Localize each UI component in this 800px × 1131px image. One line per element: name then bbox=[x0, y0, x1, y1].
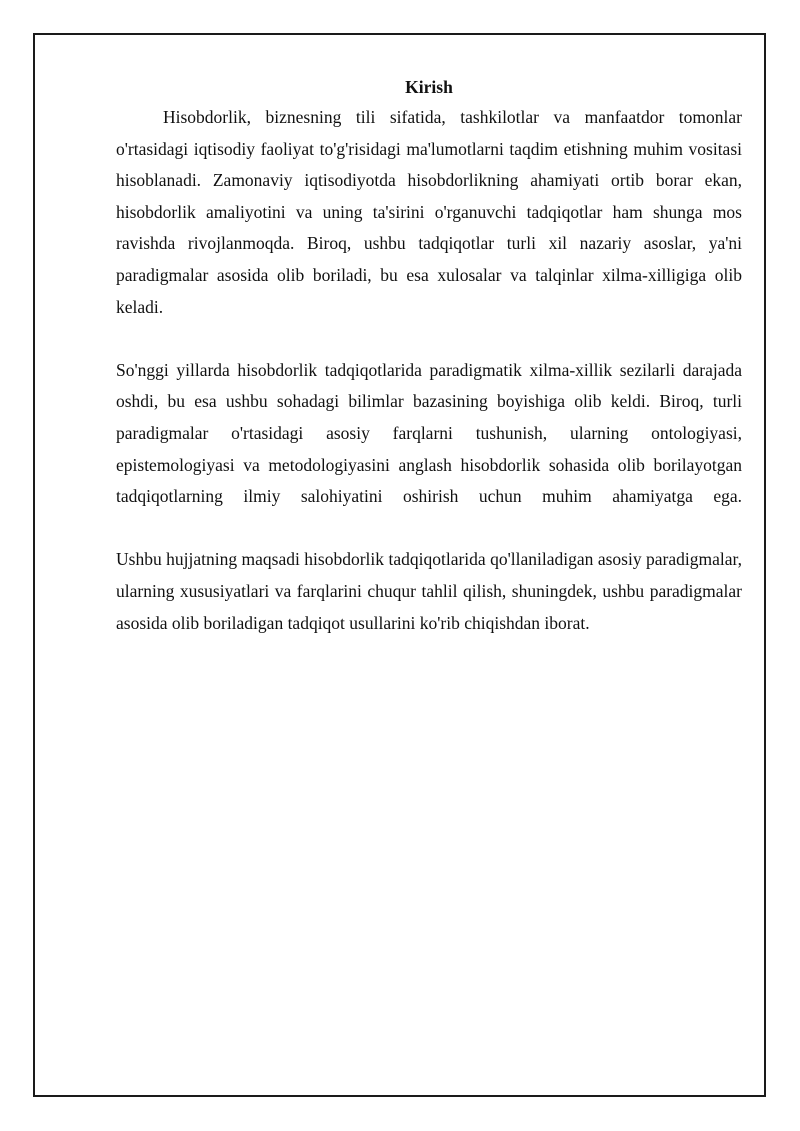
page-title: Kirish bbox=[405, 77, 453, 97]
paragraph-paradigm-diversity: So'nggi yillarda hisobdorlik tadqiqotlarida paradigmatik xilma-xillik sezilarli darajada oshdi, bu esa ushbu sohadagi bilimlar bazasining boyishiga olib keldi. Biroq, turli paradigmalar o'rtasidagi asosiy farqlarni tushunish, ularning ontologiyasi, epistemologiyasi va metodologiyasini anglash hisobdorlik sohasida olib borilayotgan tadqiqotlarning ilmiy salohiyatini oshirish uchun muhim ahamiyatga ega. bbox=[116, 359, 742, 507]
paragraph-intro: Hisobdorlik, biznesning tili sifatida, tashkilotlar va manfaatdor tomonlar o'rtasidagi iqtisodiy faoliyat to'g'risidagi ma'lumotlarni taqdim etishning muhim vositasi hisoblanadi. Zamonaviy iqtisodiyotda hisobdorlikning ahamiyati ortib borar ekan, hisobdorlik amaliyotini va uning ta'sirini o'rganuvchi tadqiqotlar ham shunga mos ravishda rivojlanmoqda. Biroq, ushbu tadqiqotlar turli xil nazariy asoslar, ya'ni paradigmalar asosida olib boriladi, bu esa xulosalar va talqinlar xilma-xilligiga olib keladi. bbox=[116, 107, 742, 317]
paragraph-spacer bbox=[116, 323, 742, 355]
paragraph-spacer bbox=[116, 513, 742, 545]
paragraph-purpose: Ushbu hujjatning maqsadi hisobdorlik tadqiqotlarida qo'llaniladigan asosiy paradigmalar, ularning xususiyatlari va farqlarini chuqur tahlil qilish, shuningdek, ushbu paradigmalar asosida olib boriladigan tadqiqot usullarini ko'rib chiqishdan iborat. bbox=[116, 549, 742, 633]
document-body bbox=[116, 74, 742, 639]
